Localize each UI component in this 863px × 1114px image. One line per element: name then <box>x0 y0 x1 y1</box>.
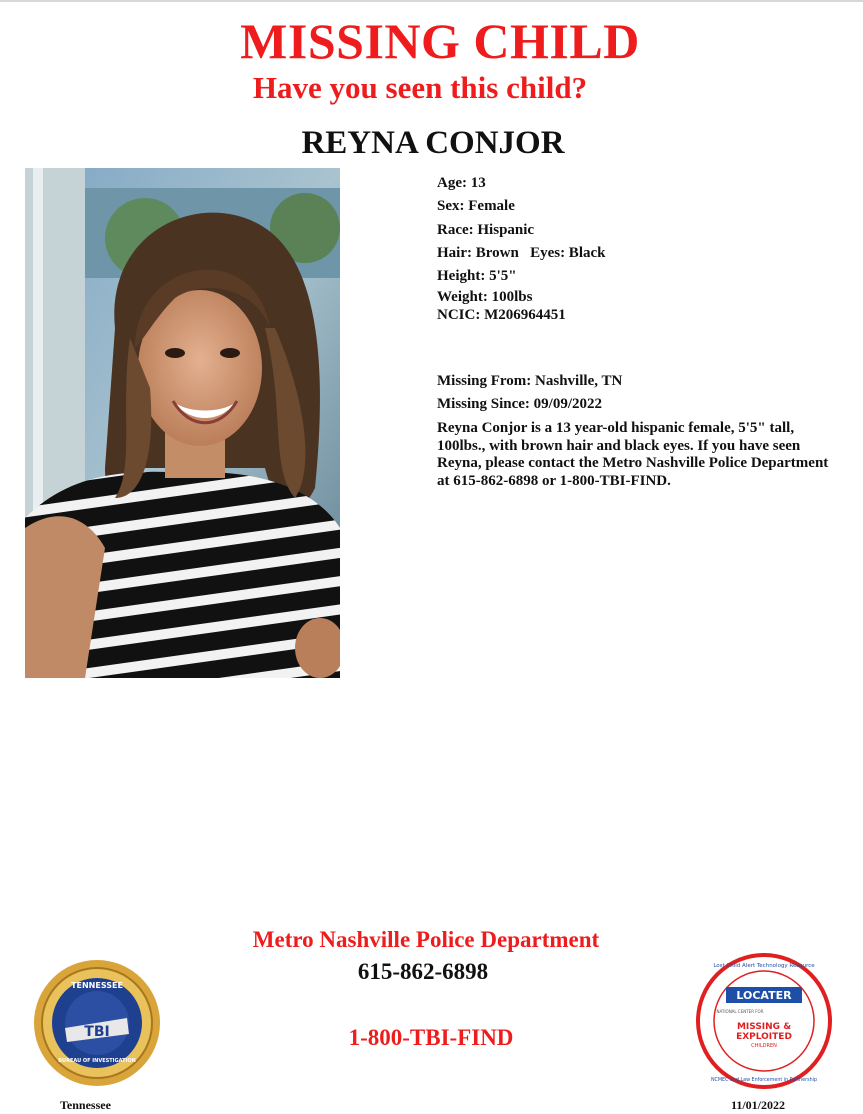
state-label: Tennessee <box>60 1098 111 1112</box>
child-photo <box>25 168 340 678</box>
poster-subtitle: Have you seen this child? <box>252 70 588 105</box>
eyes-text: Eyes: Black <box>530 244 606 261</box>
svg-text:BUREAU OF INVESTIGATION: BUREAU OF INVESTIGATION <box>58 1058 136 1064</box>
svg-text:CHILDREN: CHILDREN <box>751 1043 777 1049</box>
tbi-seal-logo <box>32 958 162 1088</box>
locater-logo <box>696 953 832 1089</box>
hair-text: Hair: Brown <box>437 244 519 261</box>
race-text: Race: Hispanic <box>437 221 535 238</box>
page-top-border <box>0 0 863 2</box>
svg-text:TBI: TBI <box>84 1024 110 1040</box>
child-name: REYNA CONJOR <box>301 125 565 161</box>
sex-text: Sex: Female <box>437 198 515 215</box>
poster-title: MISSING CHILD <box>240 13 640 69</box>
age-text: Age: 13 <box>437 175 486 191</box>
ncic-text: NCIC: M206964451 <box>437 307 566 324</box>
height-text: Height: 5'5" <box>437 268 517 285</box>
svg-text:MISSING &: MISSING & <box>736 1022 792 1032</box>
hair-eyes-row <box>437 242 837 265</box>
svg-text:NCMEC and Law Enforcement in P: NCMEC and Law Enforcement in Partnership <box>710 1078 818 1083</box>
description-paragraph: Reyna Conjor is a 13 year-old hispanic female, 5'5" tall, 100lbs., with brown hair and black eyes. If you have seen Reyna, please contact the Metro Nashville Police Department at 615-862-6898 or 1-800-TBI-FIND. <box>437 420 829 489</box>
agency-phone: 615-862-6898 <box>357 959 489 984</box>
child-details <box>437 172 837 324</box>
missing-since-text: Missing Since: 09/09/2022 <box>437 396 603 412</box>
svg-text:Lost Child Alert Technology Re: Lost Child Alert Technology Resource <box>713 963 815 969</box>
missing-info <box>437 370 837 416</box>
svg-text:LOCATER: LOCATER <box>736 989 792 1002</box>
missing-from-text: Missing From: Nashville, TN <box>437 373 623 389</box>
agency-name: Metro Nashville Police Department <box>252 927 600 952</box>
svg-text:EXPLOITED: EXPLOITED <box>736 1032 792 1042</box>
svg-text:NATIONAL CENTER FOR: NATIONAL CENTER FOR <box>716 1009 764 1014</box>
weight-text: Weight: 100lbs <box>437 289 533 306</box>
poster-date: 11/01/2022 <box>731 1098 786 1112</box>
tbi-phone: 1-800-TBI-FIND <box>348 1025 514 1050</box>
svg-text:TENNESSEE: TENNESSEE <box>71 981 123 990</box>
